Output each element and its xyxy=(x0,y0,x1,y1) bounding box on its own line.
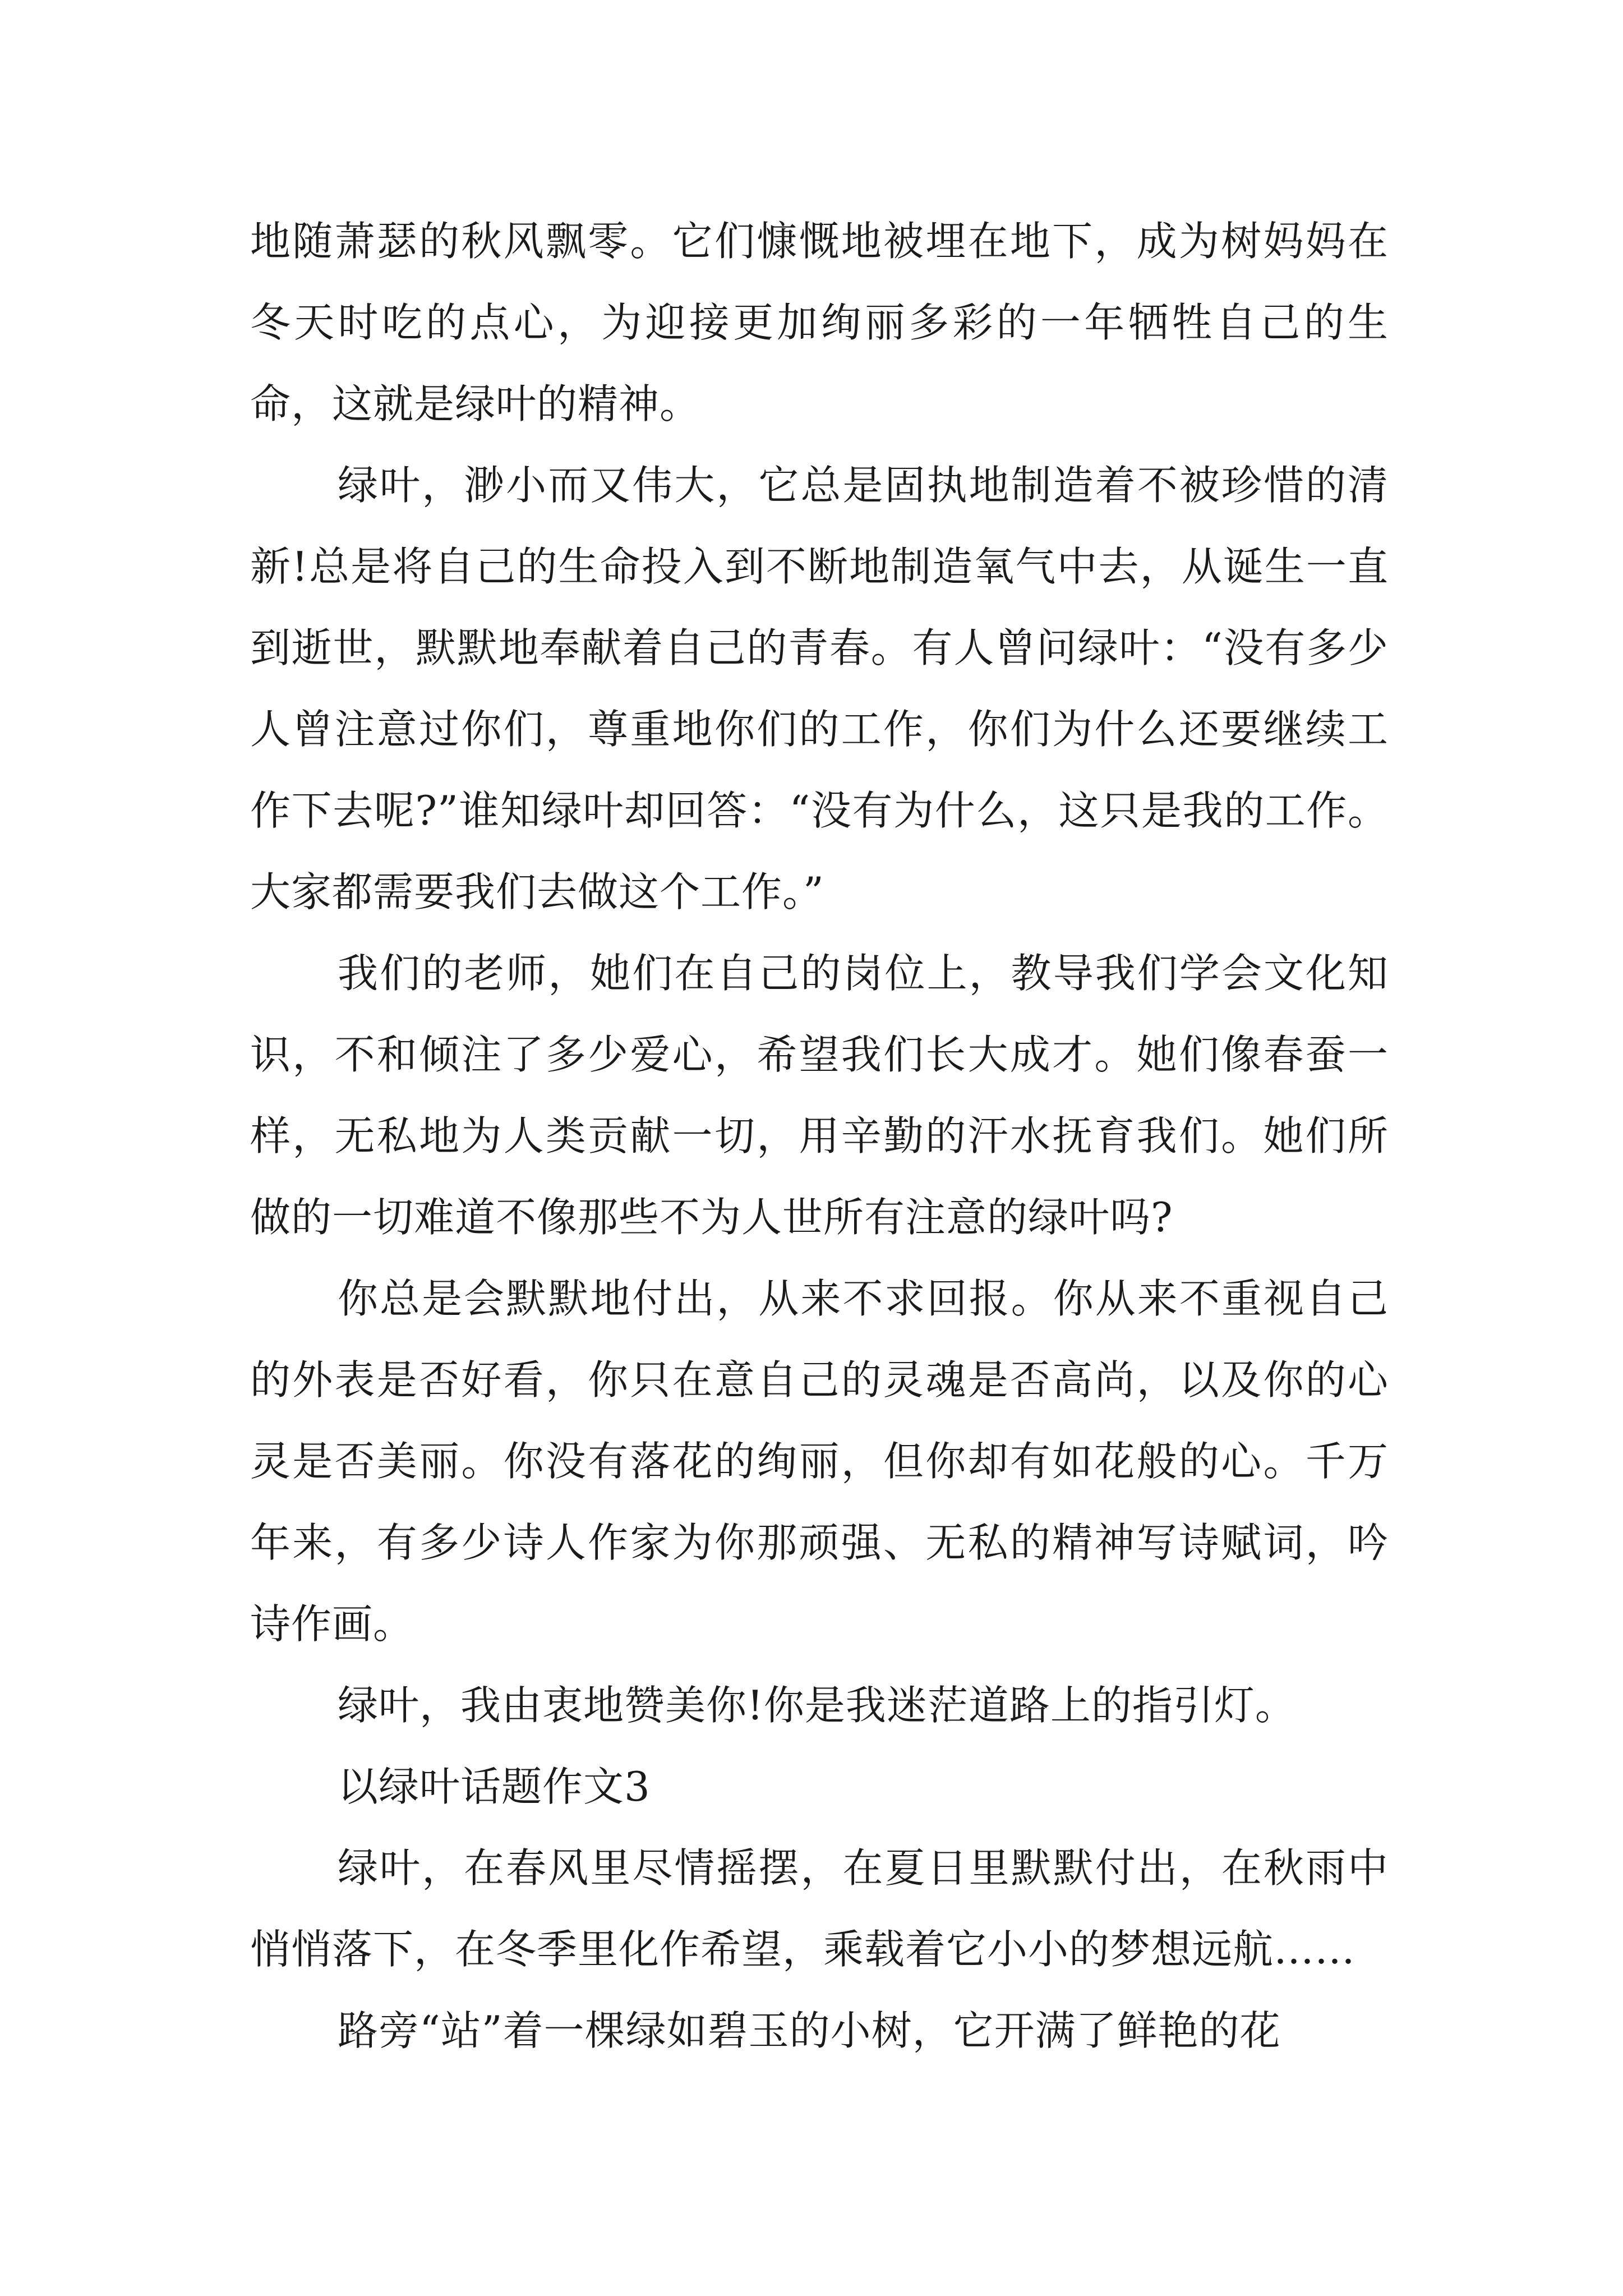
paragraph: 你总是会默默地付出，从来不求回报。你从来不重视自己的外表是否好看，你只在意自己的灵魂是否高尚，以及你的心灵是否美丽。你没有落花的绚丽，但你却有如花般的心。千万年来，有多少诗人作家为你那顽强、无私的精神写诗赋词，吟诗作画。 xyxy=(250,1275,1389,1648)
paragraph: 路旁“站”着一棵绿如碧玉的小树，它开满了鲜艳的花 xyxy=(338,2007,1281,2054)
paragraph: 我们的老师，她们在自己的岗位上，教导我们学会文化知识，不和倾注了多少爱心，希望我们长大成才。她们像春蚕一样，无私地为人类贡献一切，用辛勤的汗水抚育我们。她们所做的一切难道不像那些不为人世所有注意的绿叶吗? xyxy=(250,950,1389,1241)
paragraph: 绿叶，我由衷地赞美你!你是我迷茫道路上的指引灯。 xyxy=(338,1682,1296,1729)
section-heading: 以绿叶话题作文3 xyxy=(338,1763,651,1810)
paragraph: 绿叶，渺小而又伟大，它总是固执地制造着不被珍惜的清新!总是将自己的生命投入到不断地制造氧气中去，从诞生一直到逝世，默默地奉献着自己的青春。有人曾问绿叶：“没有多少人曾注意过你们，尊重地你们的工作，你们为什么还要继续工作下去呢?”谁知绿叶却回答：“没有为什么，这只是我的工作。大家都需要我们去做这个工作。” xyxy=(250,462,1389,915)
document-body xyxy=(250,201,1389,2072)
paragraph: 地随萧瑟的秋风飘零。它们慷慨地被埋在地下，成为树妈妈在冬天时吃的点心，为迎接更加绚丽多彩的一年牺牲自己的生命，这就是绿叶的精神。 xyxy=(250,218,1389,427)
paragraph: 绿叶，在春风里尽情摇摆，在夏日里默默付出，在秋雨中悄悄落下，在冬季里化作希望，乘载着它小小的梦想远航…… xyxy=(250,1844,1389,1973)
